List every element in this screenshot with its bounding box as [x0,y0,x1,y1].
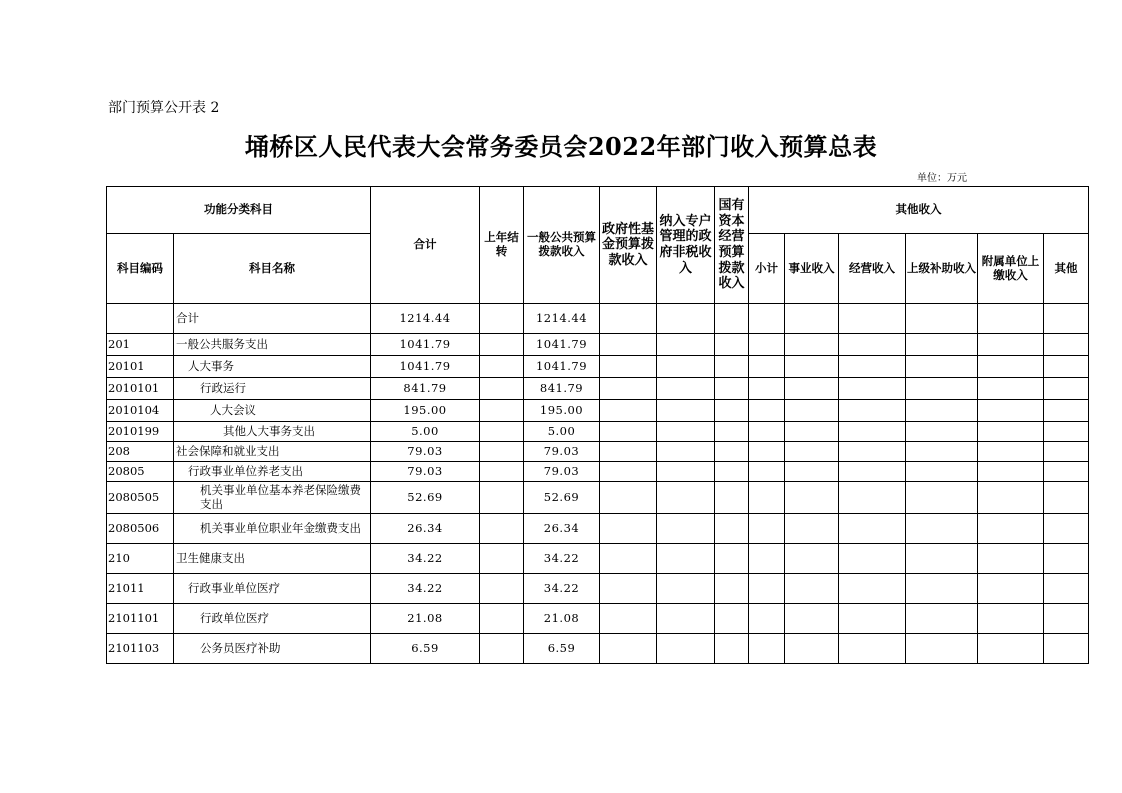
row-total: 34.22 [371,574,480,604]
row-empty-cell [600,574,657,604]
row-empty-cell [978,334,1044,356]
row-empty-cell [657,304,715,334]
row-empty-cell [600,462,657,482]
row-empty-cell [785,356,839,378]
row-carryover [480,334,524,356]
row-total: 52.69 [371,482,480,514]
row-total: 79.03 [371,442,480,462]
row-empty-cell [839,400,906,422]
header-nontax: 纳入专户管理的政府非税收入 [657,187,715,304]
row-empty-cell [839,304,906,334]
row-general: 1041.79 [524,334,600,356]
row-general: 195.00 [524,400,600,422]
header-total: 合计 [371,187,480,304]
row-total: 26.34 [371,514,480,544]
row-empty-cell [1044,442,1089,462]
row-carryover [480,544,524,574]
row-empty-cell [715,574,749,604]
row-empty-cell [839,356,906,378]
row-empty-cell [1044,400,1089,422]
row-empty-cell [785,378,839,400]
row-empty-cell [715,514,749,544]
row-empty-cell [978,378,1044,400]
row-empty-cell [839,442,906,462]
row-empty-cell [978,482,1044,514]
row-empty-cell [1044,334,1089,356]
header-carryover: 上年结转 [480,187,524,304]
row-name: 人大会议 [174,400,371,422]
header-operating: 经营收入 [839,234,906,304]
row-empty-cell [978,356,1044,378]
table-row [107,422,1089,442]
table-row [107,462,1089,482]
header-code: 科目编码 [107,234,174,304]
row-empty-cell [1044,574,1089,604]
row-empty-cell [657,634,715,664]
row-empty-cell [600,304,657,334]
row-total: 1041.79 [371,334,480,356]
row-empty-cell [978,544,1044,574]
row-empty-cell [906,334,978,356]
row-empty-cell [906,482,978,514]
table-row [107,514,1089,544]
table-row [107,634,1089,664]
page-title: 埇桥区人民代表大会常务委员会2022年部门收入预算总表 [244,132,878,161]
row-carryover [480,442,524,462]
row-empty-cell [749,334,785,356]
row-empty-cell [749,482,785,514]
row-empty-cell [1044,304,1089,334]
row-general: 34.22 [524,574,600,604]
row-empty-cell [1044,482,1089,514]
row-carryover [480,482,524,514]
row-empty-cell [785,482,839,514]
row-empty-cell [785,422,839,442]
row-name: 公务员医疗补助 [174,634,371,664]
header-subtotal: 小计 [749,234,785,304]
row-carryover [480,422,524,442]
row-empty-cell [1044,544,1089,574]
row-carryover [480,604,524,634]
row-total: 841.79 [371,378,480,400]
row-empty-cell [715,304,749,334]
table-row [107,604,1089,634]
row-empty-cell [657,442,715,462]
row-empty-cell [906,356,978,378]
row-empty-cell [657,334,715,356]
row-code: 2010101 [107,378,174,400]
row-empty-cell [715,422,749,442]
row-empty-cell [600,634,657,664]
row-total: 6.59 [371,634,480,664]
row-total: 1041.79 [371,356,480,378]
header-fund: 政府性基金预算拨款收入 [600,187,657,304]
row-empty-cell [978,604,1044,634]
row-empty-cell [906,400,978,422]
row-empty-cell [785,304,839,334]
row-code: 2080505 [107,482,174,514]
row-empty-cell [715,442,749,462]
row-empty-cell [657,574,715,604]
header-general: 一般公共预算拨款收入 [524,187,600,304]
row-empty-cell [839,544,906,574]
row-empty-cell [839,514,906,544]
row-name: 社会保障和就业支出 [174,442,371,462]
row-empty-cell [785,604,839,634]
row-empty-cell [749,400,785,422]
row-empty-cell [600,442,657,462]
row-general: 34.22 [524,544,600,574]
row-empty-cell [715,482,749,514]
header-others: 其他 [1044,234,1089,304]
header-func-class: 功能分类科目 [107,187,371,234]
row-empty-cell [657,356,715,378]
row-empty-cell [906,462,978,482]
row-empty-cell [715,604,749,634]
row-empty-cell [906,442,978,462]
row-empty-cell [749,544,785,574]
row-name: 机关事业单位职业年金缴费支出 [174,514,371,544]
row-empty-cell [600,356,657,378]
row-empty-cell [749,422,785,442]
header-superior: 上级补助收入 [906,234,978,304]
row-empty-cell [600,378,657,400]
row-name: 其他人大事务支出 [174,422,371,442]
row-general: 79.03 [524,442,600,462]
row-empty-cell [978,574,1044,604]
row-empty-cell [657,400,715,422]
header-name: 科目名称 [174,234,371,304]
row-general: 21.08 [524,604,600,634]
row-empty-cell [715,334,749,356]
row-total: 79.03 [371,462,480,482]
row-empty-cell [715,378,749,400]
table-row [107,482,1089,514]
row-carryover [480,378,524,400]
row-empty-cell [978,400,1044,422]
row-empty-cell [715,400,749,422]
row-code: 2010199 [107,422,174,442]
row-carryover [480,574,524,604]
row-carryover [480,400,524,422]
row-empty-cell [906,304,978,334]
row-carryover [480,514,524,544]
row-empty-cell [749,634,785,664]
row-empty-cell [749,604,785,634]
row-empty-cell [600,334,657,356]
table-row [107,304,1089,334]
row-empty-cell [839,574,906,604]
row-empty-cell [839,378,906,400]
row-empty-cell [906,604,978,634]
table-row [107,334,1089,356]
table-row [107,400,1089,422]
row-empty-cell [978,462,1044,482]
row-name: 一般公共服务支出 [174,334,371,356]
row-empty-cell [906,514,978,544]
row-name: 行政单位医疗 [174,604,371,634]
row-code: 21011 [107,574,174,604]
row-empty-cell [1044,514,1089,544]
row-empty-cell [1044,356,1089,378]
row-empty-cell [749,304,785,334]
row-empty-cell [839,604,906,634]
header-affiliated: 附属单位上缴收入 [978,234,1044,304]
row-empty-cell [749,462,785,482]
row-code: 208 [107,442,174,462]
row-total: 1214.44 [371,304,480,334]
row-empty-cell [600,604,657,634]
row-empty-cell [749,574,785,604]
row-empty-cell [785,334,839,356]
row-name: 卫生健康支出 [174,544,371,574]
row-code: 20101 [107,356,174,378]
row-general: 79.03 [524,462,600,482]
header-state-capital: 国有资本经营预算拨款收入 [715,187,749,304]
row-empty-cell [657,422,715,442]
table-row [107,442,1089,462]
row-empty-cell [978,634,1044,664]
row-empty-cell [785,514,839,544]
row-code: 2101101 [107,604,174,634]
row-empty-cell [1044,422,1089,442]
row-code: 2010104 [107,400,174,422]
row-empty-cell [785,544,839,574]
row-empty-cell [785,574,839,604]
row-empty-cell [600,482,657,514]
row-carryover [480,304,524,334]
row-empty-cell [906,544,978,574]
row-total: 34.22 [371,544,480,574]
row-code [107,304,174,334]
row-name: 机关事业单位基本养老保险缴费支出 [174,482,371,514]
row-name: 合计 [174,304,371,334]
row-empty-cell [600,544,657,574]
row-general: 26.34 [524,514,600,544]
unit-label: 单位：万元 [917,173,967,184]
row-empty-cell [600,514,657,544]
row-total: 21.08 [371,604,480,634]
row-empty-cell [839,634,906,664]
row-code: 2080506 [107,514,174,544]
row-carryover [480,356,524,378]
row-empty-cell [978,514,1044,544]
row-empty-cell [785,400,839,422]
row-name: 行政事业单位医疗 [174,574,371,604]
row-empty-cell [657,378,715,400]
row-empty-cell [839,334,906,356]
row-empty-cell [1044,462,1089,482]
header-other-income: 其他收入 [749,187,1089,234]
header-business: 事业收入 [785,234,839,304]
row-empty-cell [839,482,906,514]
row-general: 52.69 [524,482,600,514]
row-code: 210 [107,544,174,574]
row-total: 195.00 [371,400,480,422]
row-empty-cell [600,400,657,422]
row-empty-cell [906,422,978,442]
row-empty-cell [600,422,657,442]
row-general: 5.00 [524,422,600,442]
row-name: 人大事务 [174,356,371,378]
table-row [107,356,1089,378]
row-empty-cell [657,514,715,544]
row-empty-cell [1044,634,1089,664]
row-empty-cell [1044,604,1089,634]
row-empty-cell [657,462,715,482]
row-carryover [480,462,524,482]
row-code: 20805 [107,462,174,482]
row-code: 2101103 [107,634,174,664]
table-row [107,544,1089,574]
row-empty-cell [978,422,1044,442]
row-empty-cell [715,462,749,482]
row-name: 行政事业单位养老支出 [174,462,371,482]
row-code: 201 [107,334,174,356]
row-empty-cell [749,378,785,400]
row-name: 行政运行 [174,378,371,400]
row-empty-cell [657,544,715,574]
row-empty-cell [906,378,978,400]
row-empty-cell [839,462,906,482]
row-empty-cell [978,442,1044,462]
row-total: 5.00 [371,422,480,442]
budget-table [106,186,1089,664]
row-empty-cell [906,634,978,664]
row-general: 1214.44 [524,304,600,334]
row-empty-cell [715,544,749,574]
row-empty-cell [715,634,749,664]
row-general: 1041.79 [524,356,600,378]
row-empty-cell [749,442,785,462]
row-empty-cell [657,604,715,634]
row-general: 6.59 [524,634,600,664]
row-empty-cell [785,634,839,664]
row-empty-cell [906,574,978,604]
page-label: 部门预算公开表 2 [108,100,220,116]
table-row [107,574,1089,604]
table-row [107,378,1089,400]
row-general: 841.79 [524,378,600,400]
row-empty-cell [715,356,749,378]
row-empty-cell [1044,378,1089,400]
row-empty-cell [749,514,785,544]
row-empty-cell [749,356,785,378]
row-empty-cell [657,482,715,514]
row-empty-cell [978,304,1044,334]
row-empty-cell [839,422,906,442]
row-empty-cell [785,462,839,482]
row-carryover [480,634,524,664]
row-empty-cell [785,442,839,462]
